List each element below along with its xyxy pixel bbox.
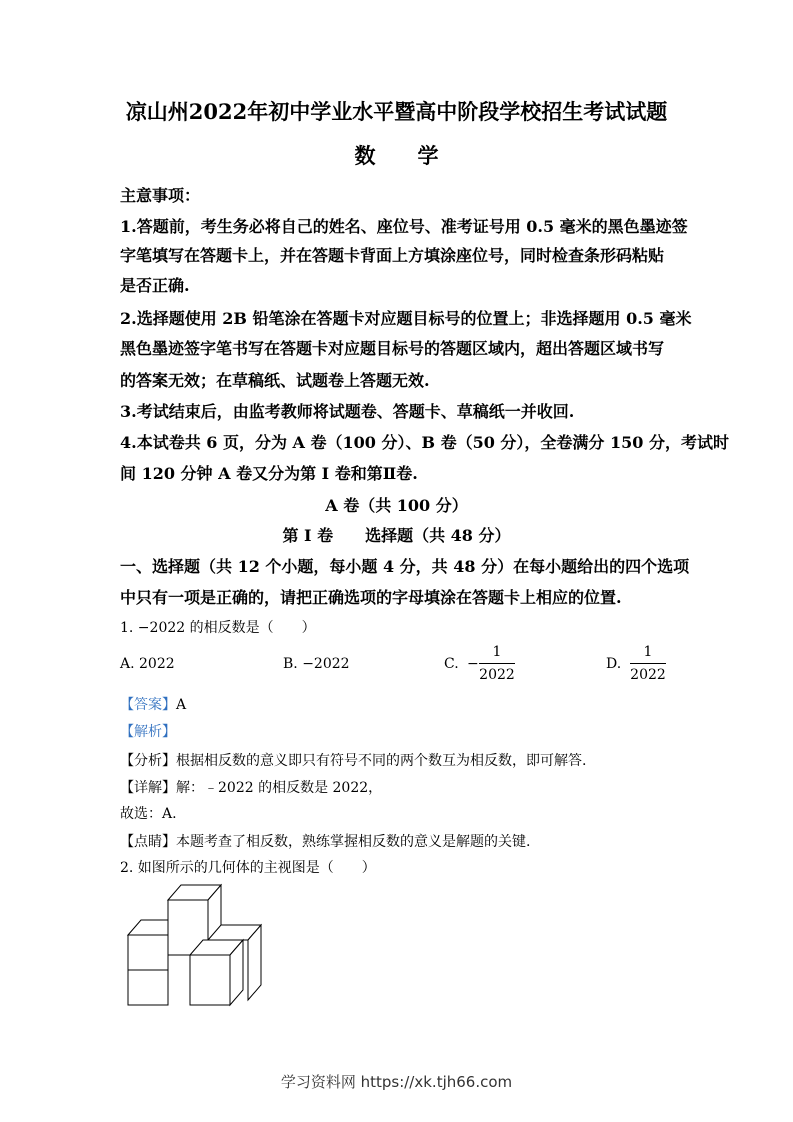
notes-line: 间 120 分钟 A 卷又分为第 I 卷和第Ⅱ卷.	[120, 464, 418, 483]
analysis-tag: 【解析】	[120, 724, 176, 740]
fraction-numerator: 1	[643, 644, 653, 660]
fraction-denominator: 2022	[479, 667, 515, 683]
section-instruction: 中只有一项是正确的，请把正确选项的字母填涂在答题卡上相应的位置.	[120, 588, 622, 607]
notes-line: 4.本试卷共 6 页，分为 A 卷（100 分）、B 卷（50 分），全卷满分 150 分，考试时	[120, 433, 729, 452]
q1-dianjing: 【点睛】本题考查了相反数，熟练掌握相反数的意义是解题的关键.	[120, 834, 531, 850]
page-title: 凉山州2022年初中学业水平暨高中阶段学校招生考试试题	[125, 99, 668, 124]
notes-line: 字笔填写在答题卡上，并在答题卡背面上方填涂座位号，同时检查条形码粘贴	[120, 246, 665, 265]
part1-heading: 第 I 卷 选择题（共 48 分）	[282, 526, 511, 545]
q2-stem: 2. 如图所示的几何体的主视图是（ ）	[120, 860, 376, 876]
subject-title: 数 学	[354, 143, 439, 168]
answer-value: A	[176, 697, 187, 713]
section-instruction: 一、选择题（共 12 个小题，每小题 4 分，共 48 分）在每小题给出的四个选项	[120, 557, 690, 576]
q1-stem: 1. −2022 的相反数是（ ）	[120, 620, 316, 636]
volume-a-heading: A 卷（共 100 分）	[325, 496, 468, 515]
q1-option-c-label: C.	[444, 656, 459, 672]
notes-line: 3.考试结束后，由监考教师将试题卷、答题卡、草稿纸一并收回.	[120, 402, 575, 421]
fraction-denominator: 2022	[630, 667, 666, 683]
fraction-bar	[479, 663, 515, 664]
q1-answer	[120, 694, 186, 714]
q1-option-a: A. 2022	[120, 656, 175, 672]
q1-xiangjie: 【详解】解：﹣2022 的相反数是 2022，	[120, 780, 383, 796]
q1-option-c-sign: −	[467, 656, 479, 672]
fraction-numerator: 1	[492, 644, 502, 660]
notes-line: 2.选择题使用 2B 铅笔涂在答题卡对应题目标号的位置上；非选择题用 0.5 毫米	[120, 309, 692, 328]
front-right-cube-front	[190, 955, 230, 1005]
geometry-solid-figure	[120, 880, 280, 1012]
q1-option-b: B. −2022	[283, 656, 350, 672]
notes-line: 是否正确.	[120, 276, 190, 295]
answer-tag: 【答案】	[120, 697, 176, 713]
q1-guxuan: 故选：A.	[120, 806, 177, 822]
fraction-bar	[630, 663, 666, 664]
q1-fenxi: 【分析】根据相反数的意义即只有符号不同的两个数互为相反数，即可解答.	[120, 753, 587, 769]
notes-line: 1.答题前，考生务必将自己的姓名、座位号、准考证号用 0.5 毫米的黑色墨迹签	[120, 217, 688, 236]
notes-line: 黑色墨迹签字笔书写在答题卡对应题目标号的答题区域内，超出答题区域书写	[120, 339, 665, 358]
notes-line: 的答案无效；在草稿纸、试题卷上答题无效.	[120, 371, 430, 390]
footer-watermark: 学习资料网 https://xk.tjh66.com	[280, 1073, 513, 1091]
q1-option-d-fraction	[630, 643, 666, 684]
q1-option-d-label: D.	[606, 656, 622, 672]
q1-option-c-fraction	[479, 643, 515, 684]
notes-heading: 主意事项：	[120, 186, 201, 205]
